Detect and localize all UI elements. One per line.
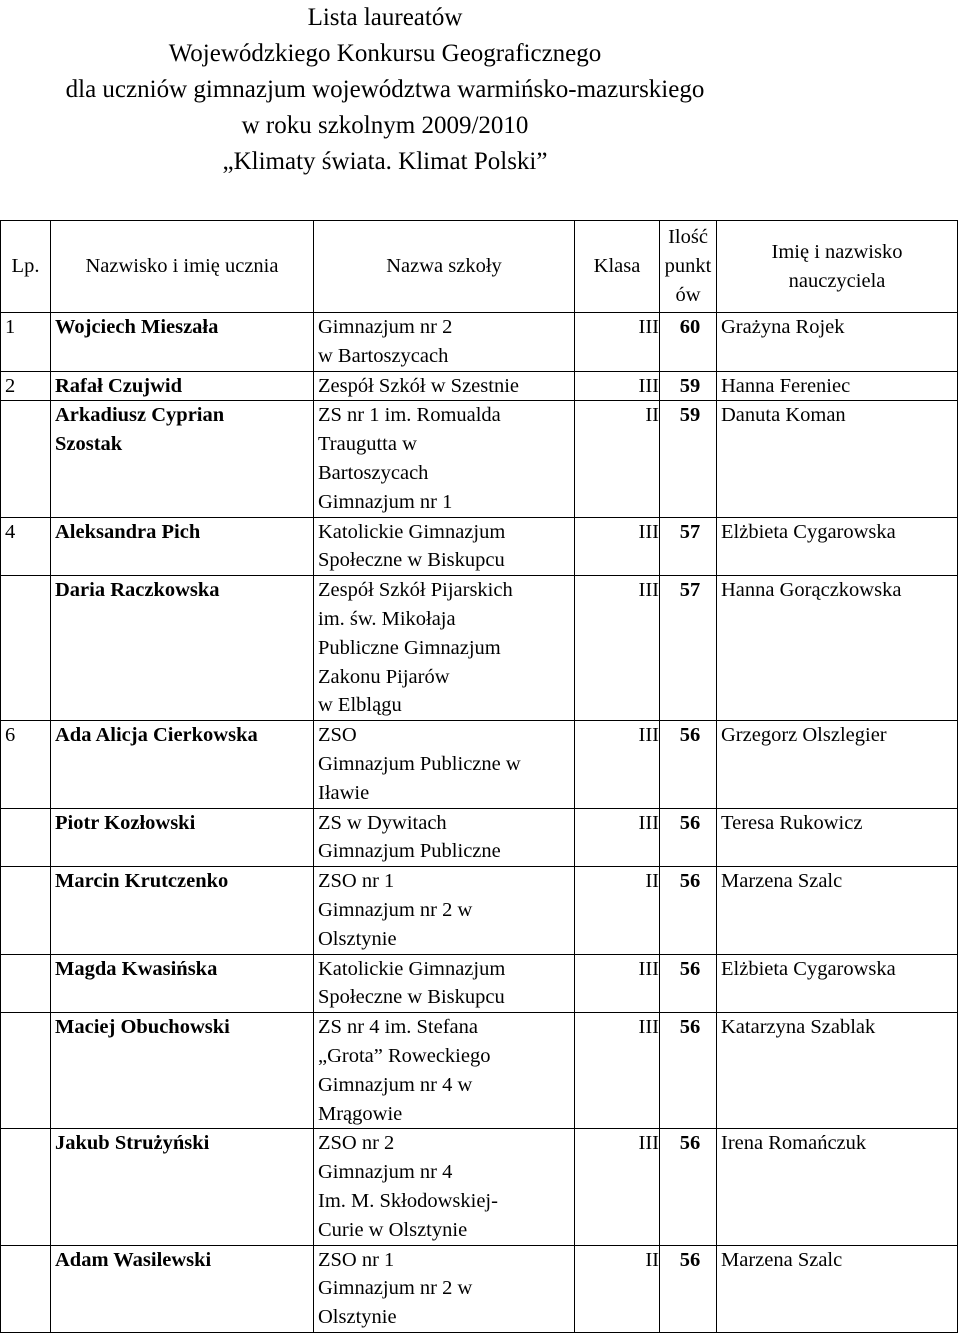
student-name-line: Arkadiusz Cyprian [55,404,225,427]
header-lp: Lp. [1,221,51,313]
class-value: III [575,1129,660,1245]
student-name [51,721,314,808]
class-value: III [575,721,660,808]
header-points-line: ów [675,284,701,306]
table-row [1,313,958,372]
table-row [1,1129,958,1245]
row-lp: 1 [1,313,51,372]
student-name-line: Rafał Czujwid [55,374,182,397]
school-name-line: Gimnazjum Publiczne [318,840,501,863]
student-name [51,576,314,721]
school-name-line: Katolickie Gimnazjum [318,957,506,980]
teacher-name: Marzena Szalc [717,1245,958,1332]
header-points-line: Ilość [668,226,708,248]
teacher-name: Grażyna Rojek [717,313,958,372]
school-name-line: Gimnazjum nr 4 w [318,1073,473,1096]
title-line: „Klimaty świata. Klimat Polski” [222,148,548,175]
row-lp [1,808,51,867]
student-name-line: Szostak [55,433,123,456]
student-name-line: Piotr Kozłowski [55,811,196,834]
student-name [51,1013,314,1129]
row-lp: 2 [1,371,51,401]
student-name-line: Marcin Krutczenko [55,870,229,893]
header-row [1,221,958,313]
row-lp [1,867,51,954]
header-points [660,221,717,313]
class-value: III [575,517,660,576]
points-value: 56 [660,954,717,1013]
title-line: Lista laureatów [307,4,463,31]
school-name-line: ZSO [318,724,357,747]
row-lp [1,954,51,1013]
teacher-name: Katarzyna Szablak [717,1013,958,1129]
table-row [1,808,958,867]
header-teacher-line: Imię i nazwisko [771,240,903,263]
school-name [314,313,575,372]
school-name-line: Gimnazjum nr 4 [318,1161,453,1184]
school-name-line: Traugutta w [318,433,417,456]
school-name [314,867,575,954]
student-name-line: Aleksandra Pich [55,520,201,543]
points-value: 59 [660,371,717,401]
school-name [314,517,575,576]
school-name-line: ZSO nr 1 [318,870,395,893]
school-name-line: Curie w Olsztynie [318,1218,468,1241]
student-name [51,867,314,954]
points-value: 57 [660,517,717,576]
title-line: dla uczniów gimnazjum województwa warmińsko-mazurskiego [65,76,705,103]
school-name [314,576,575,721]
table-row [1,517,958,576]
header-student: Nazwisko i imię ucznia [51,221,314,313]
school-name-line: Publiczne Gimnazjum [318,636,501,659]
document-title [0,0,770,180]
student-name [51,401,314,517]
table-row [1,867,958,954]
table-row [1,401,958,517]
table-header [1,221,958,313]
school-name-line: Zespół Szkół Pijarskich [318,579,513,602]
school-name-line: Olsztynie [318,1306,397,1329]
teacher-name: Elżbieta Cygarowska [717,517,958,576]
class-value: III [575,954,660,1013]
school-name-line: Zespół Szkół w Szestnie [318,374,519,397]
school-name [314,808,575,867]
school-name-line: ZSO nr 1 [318,1248,395,1271]
school-name [314,401,575,517]
points-value: 56 [660,808,717,867]
school-name [314,721,575,808]
class-value: II [575,401,660,517]
school-name-line: Gimnazjum nr 2 [318,316,453,338]
teacher-name: Irena Romańczuk [717,1129,958,1245]
student-name-line: Ada Alicja Cierkowska [55,724,258,747]
school-name-line: Gimnazjum Publiczne w [318,752,521,775]
laureates-table [0,220,958,1333]
school-name [314,371,575,401]
row-lp: 4 [1,517,51,576]
student-name-line: Magda Kwasińska [55,957,218,980]
student-name-line: Wojciech Mieszała [55,316,219,338]
points-value: 56 [660,1013,717,1129]
row-lp [1,401,51,517]
school-name-line: ZS nr 4 im. Stefana [318,1016,478,1039]
school-name-line: Im. M. Skłodowskiej- [318,1189,498,1212]
header-class: Klasa [575,221,660,313]
school-name-line: Społeczne w Biskupcu [318,549,505,572]
title-line: Wojewódzkiego Konkursu Geograficznego [168,40,602,67]
student-name [51,1129,314,1245]
points-value: 56 [660,867,717,954]
school-name-line: im. św. Mikołaja [318,607,456,630]
header-points-line: punkt [664,255,712,277]
points-value: 59 [660,401,717,517]
teacher-name: Teresa Rukowicz [717,808,958,867]
school-name-line: ZS w Dywitach [318,811,447,834]
row-lp [1,1245,51,1332]
table-row [1,721,958,808]
class-value: III [575,313,660,372]
student-name-line: Daria Raczkowska [55,579,220,602]
school-name-line: Gimnazjum nr 2 w [318,898,473,921]
row-lp [1,1013,51,1129]
class-value: III [575,576,660,721]
school-name-line: ZS nr 1 im. Romualda [318,404,501,427]
table-body [1,313,958,1333]
class-value: III [575,808,660,867]
points-value: 56 [660,1129,717,1245]
school-name-line: w Bartoszycach [318,344,449,367]
table-row [1,1013,958,1129]
school-name-line: Gimnazjum nr 1 [318,490,453,513]
student-name-line: Maciej Obuchowski [55,1016,230,1039]
teacher-name: Elżbieta Cygarowska [717,954,958,1013]
class-value: III [575,371,660,401]
points-value: 60 [660,313,717,372]
school-name-line: Olsztynie [318,927,397,950]
class-value: II [575,867,660,954]
row-lp [1,576,51,721]
teacher-name: Grzegorz Olszlegier [717,721,958,808]
table-row [1,1245,958,1332]
school-name [314,1013,575,1129]
school-name-line: ZSO nr 2 [318,1132,395,1155]
header-school: Nazwa szkoły [314,221,575,313]
school-name-line: Bartoszycach [318,461,429,484]
header-teacher [717,221,958,313]
school-name-line: Zakonu Pijarów [318,665,450,688]
student-name [51,517,314,576]
points-value: 57 [660,576,717,721]
teacher-name: Hanna Gorączkowska [717,576,958,721]
row-lp [1,1129,51,1245]
student-name [51,313,314,372]
student-name [51,371,314,401]
table-row [1,371,958,401]
school-name-line: Mrągowie [318,1102,403,1125]
header-teacher-line: nauczyciela [788,269,886,292]
school-name-line: Katolickie Gimnazjum [318,520,506,543]
school-name [314,1129,575,1245]
teacher-name: Marzena Szalc [717,867,958,954]
school-name-line: „Grota” Roweckiego [318,1044,491,1067]
school-name-line: Iławie [318,781,370,804]
school-name-line: w Elblągu [318,694,402,717]
school-name [314,1245,575,1332]
student-name-line: Adam Wasilewski [55,1248,212,1271]
school-name [314,954,575,1013]
table-row [1,576,958,721]
points-value: 56 [660,1245,717,1332]
school-name-line: Społeczne w Biskupcu [318,986,505,1009]
student-name [51,808,314,867]
student-name [51,954,314,1013]
table-row [1,954,958,1013]
student-name [51,1245,314,1332]
class-value: II [575,1245,660,1332]
class-value: III [575,1013,660,1129]
student-name-line: Jakub Strużyński [55,1132,210,1155]
school-name-line: Gimnazjum nr 2 w [318,1277,473,1300]
row-lp: 6 [1,721,51,808]
teacher-name: Danuta Koman [717,401,958,517]
title-line: w roku szkolnym 2009/2010 [241,112,529,139]
points-value: 56 [660,721,717,808]
teacher-name: Hanna Fereniec [717,371,958,401]
